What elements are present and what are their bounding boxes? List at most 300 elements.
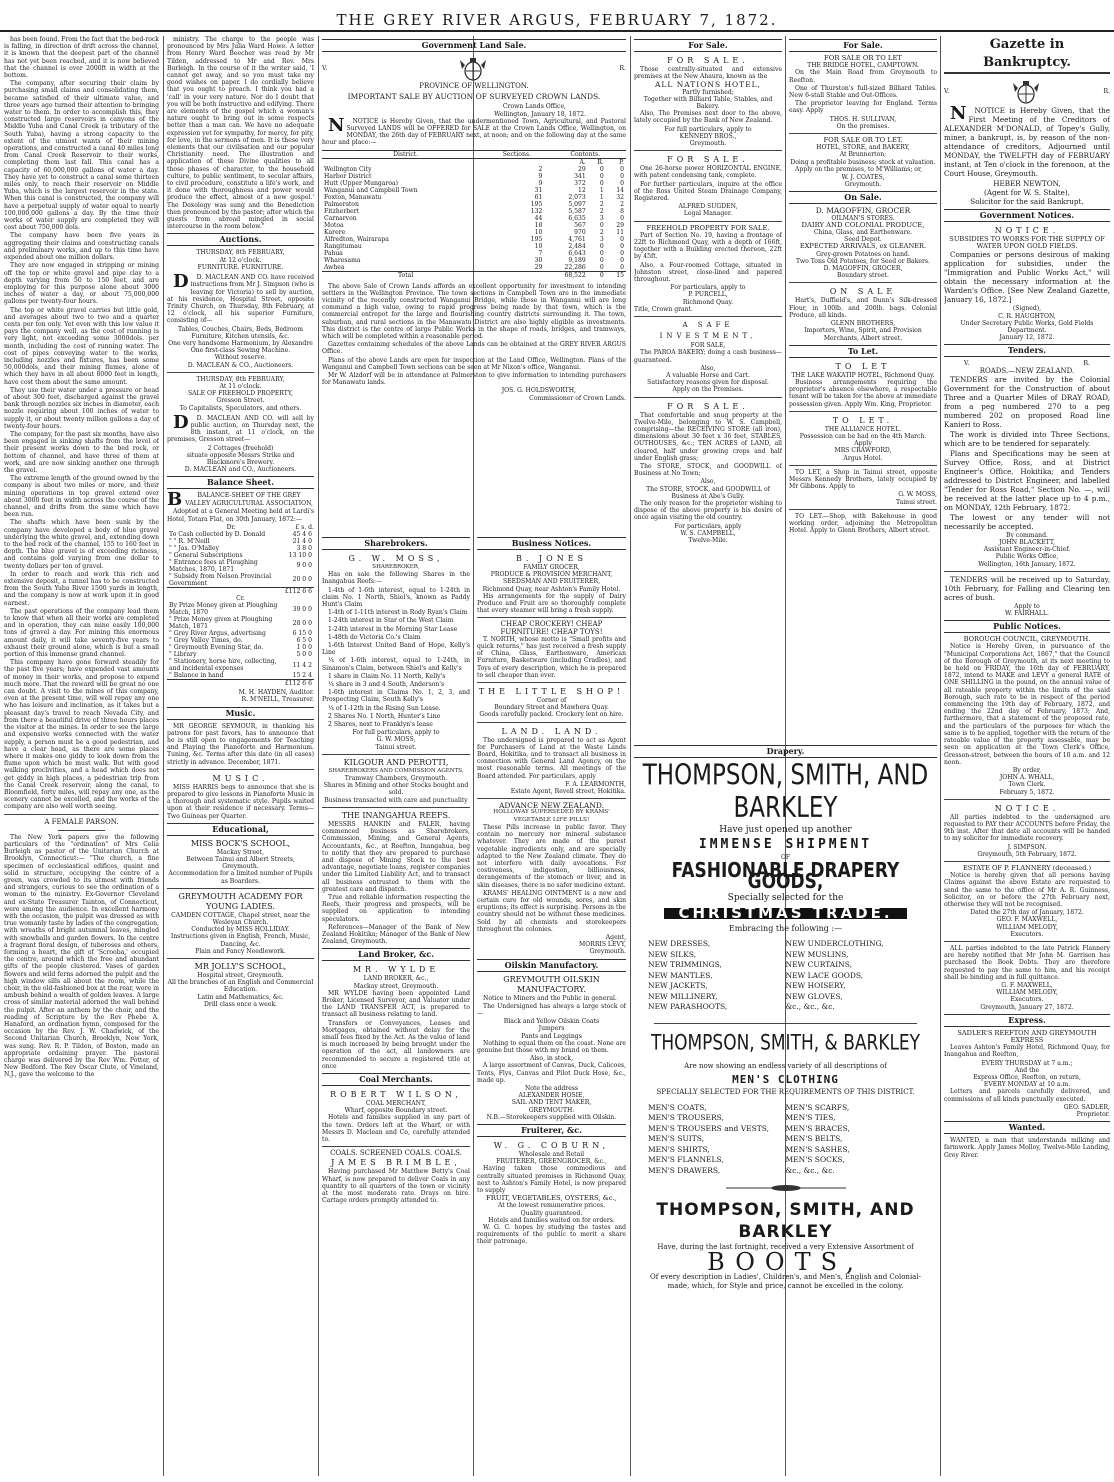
adv-sig-line: MORRIS LEVY, [579,941,626,949]
express-title: SADLER'S REEFTON AND GREYMOUTH EXPRESS [957,1028,1097,1044]
section-heading-on-sale: On Sale. [789,191,937,204]
balance-amount: 13 10 0 [288,551,312,559]
c6-s2-title: FOR SALE OR TO LET. [823,136,903,145]
number-cell: 970 [574,228,586,236]
balance-amount: 3 8 0 [296,544,312,552]
moss-sub: SHAREBROKER, [372,564,420,570]
balance-item: By Prize Money given at Ploughing Match, 1870 [169,602,278,617]
balance-item: To Cash collected by D. Donald [169,530,266,538]
oilskin-item: Black and Yellow Oilskin Coats [503,1018,600,1026]
roads-sig-line: JOHN BLACKETT, [999,539,1055,547]
land-row [322,271,626,279]
auction-item: Without reserve. [214,354,267,362]
section-heading-gov-notices: Government Notices. [944,209,1110,222]
paragraph: The above Sale of Crown Lands affords an excellent opportunity for investment to intending settlers in the Wellington Province. The town sections in Campbell Town are in the immediate vicinity of the recently constructed Wanganui Bridge, while those in Wanganui will are long command a high value, owing to rapid progress being made by that town, which is the commercial entrepot for the large and flourishing country districts surrounding it. The town, suburban, and rural sections in the Manawatu District are also highly eligible as investments. This district is the centre of large Public Works in the shape of roads, bridges, and tramways, which will be completed within a reasonable period. [322,282,626,341]
crest-r: R. [619,65,626,73]
school-line: Instructions given in English, French, Music, Dancing, &c. [170,933,311,948]
drapery-item: NEW MANTLES, [648,970,713,980]
express-body: Leaves Ashton's Family Hotel, Richmond Quay, for Inangahua and Reefton, [944,1044,1110,1059]
wilson-body: Hotels and families supplied in any part of the town. Orders left at the Wharf, or with Messrs D. Maclean and Co, carefully attended to. [322,1114,470,1143]
tl3-sig-line: G. W. MOSS, [898,491,937,499]
auction-item: One first-class Sewing Machine. [190,347,291,355]
divider [634,397,782,398]
parson-heading: A FEMALE PARSON. [44,817,119,826]
divider [477,682,626,683]
moss-footer [322,729,470,751]
s4-lines [634,365,782,394]
drapery-item: NEW CURTAINS, [785,960,852,969]
roads-body: TENDERS are invited by the Colonial Government for the Construction of about Three and a Quarter Miles of DRAY ROAD, from a peg numbered 270 to a peg numbered 202 on proposed Road line Kanieri to Ross. [944,374,1110,429]
drapery-ad [634,742,937,1478]
divider [58,830,105,831]
column-rule [163,36,164,1476]
oilskin-body-5: A large assortment of Canvas, Duck, Calicoes, Tents, Flys, Canvas and Pilot Duck Hose, &c., made up. [477,1062,626,1084]
balance-row [167,637,314,644]
share-item: ¼ of 1-12th in the Rising Sun Lease. [328,704,441,712]
sale-line: Apply on the Premises. [672,386,744,394]
royal-crest-icon [1009,80,1043,104]
auction-item: 2 Cottages (freehold) [207,444,274,452]
express-body-3: Letters and parcels carefully delivered, and commissions of all kinds punctually executed. [944,1088,1110,1103]
tsb-title-1: THOMPSON, SMITH, AND BARKLEY [642,759,929,825]
s2-title: FOR SALE. [667,155,749,165]
gn-sig-line: (Signed), [1012,305,1042,313]
inangahua-body-2: True and reliable information respecting the Reefs, their progress and prospects, will be supplied on application to intending speculators. [322,893,470,923]
magoffin-sig-line: Boundary street. [837,272,889,280]
bk-sig-line: Solicitor for the said Bankrupt. [970,197,1084,206]
debit-table [167,531,314,595]
little-shop-details [477,697,626,719]
drapery-item: NEW JACKETS, [648,981,708,990]
drapery-item: NEW UNDERCLOTHING, [785,939,884,948]
all-sig-line: WILLIAM MELODY, [996,989,1058,997]
divider [789,509,937,510]
express-line-3: EVERY MONDAY at 10 a.m. [983,1081,1071,1089]
auction-line: THURSDAY, 8th FEBRUARY, [196,249,285,257]
number-cell: 32 [616,193,624,201]
divider [634,150,782,151]
number-cell: 0 [620,172,624,180]
masthead: THE GREY RIVER ARGUS, FEBRUARY 7, 1872. [0,0,1114,32]
number-cell: 10 [534,228,543,236]
school-line: Conducted by MISS HOLLIDAY. [191,926,290,934]
number-cell: 0 [620,235,624,243]
s5-lines [634,478,782,500]
balance-item: " Entrance fees at Ploughing Matches, 1870, 1871 [169,558,258,573]
jones-line: PRODUCE & PROVISION MERCHANT, [490,571,613,579]
number-cell: 2,484 [568,242,586,250]
auction-item: One very handsome Harmonium, by Alexandre [168,339,313,347]
number-cell: 5,097 [568,200,586,208]
kilgour-details [322,775,470,804]
sale-line: Also, [700,364,716,372]
sale-line: Partly furnished; [682,88,734,96]
tl1-body: Business arrangements requiring the proprietor's absence elsewhere, a respectable tenant will be taken for the above at immediate possession given. Apply Wm. King, Proprietor. [789,378,937,408]
balance-item [167,587,283,595]
district-cell: Hutt (Upper Mungaroa) [324,179,399,187]
school-line: CAMDEN COTTAGE, Chapel street, near the Wesleyan Church. [171,911,310,927]
paragraph: Gazettes containing schedules of the above Lands can be obtained at the GREY RIVER ARGUS Office. [322,341,626,356]
balance-row [167,538,314,545]
district-cell: Alfredton, Wairarapa [324,235,389,243]
jones-sub [477,564,626,593]
mining-article [4,36,159,811]
magoffin-line: China, Glass, and Earthenware. [813,229,913,237]
mens-item: MEN'S SASHES, [785,1144,850,1154]
sale-foot-line: For particulars, apply [674,522,742,530]
share-item: 1-24th interest in the Morning Star Lease [328,625,458,633]
wanted-body: WANTED, a man that understands milking and farmwork. Apply James Molloy, Twelve-Mile Landing, Grey River. [944,1137,1110,1159]
district-cell: Carnarvon [324,214,357,222]
oilskin-body-2: The Undersigned has always a large stock of— [477,1002,626,1017]
s2-body-2: For further particulars, inquire at the office of the Ross United Steam Drainage Company, Registered. [634,180,782,203]
number-cell: 1 [599,186,604,194]
magoffin-line: Seed Depot. [844,236,882,244]
share-item: 2 Shares, next to Franklyn's lease [328,721,433,729]
district-cell: Motoa [324,221,344,229]
school-line: Latin and Mathematics, &c. [197,993,284,1001]
auction-item: Tables, Couches, Chairs, Beds, Bedroom Furniture, Kitchen utensils, &c. [178,325,303,340]
specially-selected: SPECIALLY SELECTED FOR THE REQUIREMENTS OF THIS DISTRICT. [656,1087,915,1096]
number-cell: 2 [620,200,624,208]
coburn-goods: FRUIT, VEGETABLES, OYSTERS, &c., [486,1194,617,1203]
auction-1-body: D D. MACLEAN AND CO. have received instructions from Mr J. Simpson (who is leaving for Victoria) to sell by auction, at his residence, Hospital Street, opposite Trinity Church, on Thursday, 8th February, at 12 o'clock, all his superior Furniture, consisting of— [167,271,314,325]
unit-label: P. [619,158,624,166]
advance-sig [477,934,626,956]
divider [477,798,626,799]
mens-item: MEN'S SOCKS, [785,1155,845,1164]
s1-title: FOR SALE. [667,56,749,65]
c6-s2-sub: HOTEL, STORE, and BAKERY, [816,144,910,152]
auditor: M. H. HAYDEN, Auditor. [238,689,314,697]
n2-body: All parties indebted to the undersigned are requested to PAY their ACCOUNTS before Friday, the 9th inst. After that date all accounts will be handed to my solicitor for immediate recovery. [944,813,1110,843]
bankruptcy-body: N NOTICE is Hereby Given, that the First Meeting of the Creditors of ALEXANDER M'DONALD, of Topey's Gully, miner, a bankrupt, is, by reason of the non-attendance of creditors, Adjourned until MONDAY, the TWELFTH day of FEBRUARY instant, at Ten o'clock in the forenoon, at the Court House, Greymouth. [944,103,1110,178]
drapery-item: NEW PARASHOOTS, [648,1002,728,1011]
divider [654,1023,917,1024]
gn-sub: SUBSIDIES TO WORKS FOR THE SUPPLY OF WATER UPON GOLD FIELDS. [949,235,1105,251]
bor-sig-line: JOHN A. WHALL, [999,774,1055,782]
gazette-bankruptcy-heading: Gazette in Bankruptcy. [944,36,1110,74]
share-item: 1-48th do Victoria Co.'s Claim [328,633,421,641]
land-title: LAND. LAND. [501,726,602,736]
sale-foot-line: For full particulars, apply to [664,125,752,133]
paragraph: The shafts which have been sunk by the company have developed a body of blue gravel underlying the white gravel, and, extending down to the bed rock of the channel, 155 to 160 feet in depth. The blue gravel is of exceeding richness, and contains gold varying from one dollar to twenty dollars per ton of gravel. [4,519,159,570]
academy-title: GREYMOUTH ACADEMY FOR YOUNG LADIES. [178,891,303,911]
fashionable-goods: FASHIONABLE DRAPERY GOODS, [671,859,900,894]
divider [167,769,314,770]
paragraph: The top or white gravel carries but little gold, and averages about two to two and a quarter cents per ton only. Yet even with this low value it pays the company well, as the cost of running is very light, not exceeding some 3000dols. per month, including the cost of running water. The cost of pipes conveying water to the works, including nozzles and fixtures, has been some 50,000dols, and their mining flumes, alone of which they have in all about 8000 feet in length, have cost them about the same amount. [4,306,159,386]
section-heading-coal: Coal Merchants. [322,1073,470,1086]
section-heading-fruiterer: Fruiterer, &c. [477,1124,626,1137]
mens-item: MEN'S SHIRTS, [648,1144,710,1154]
land-sale-title: IMPORTANT SALE BY AUCTION OF SURVEYED CROWN LANDS. [347,92,601,102]
est-sig-line: GEO. F. MAXWELL, [996,916,1058,924]
holdsworth-sig: JOS. G. HOLDSWORTH, [501,387,576,395]
divider [4,814,159,815]
land-row [322,243,626,250]
all-parties-sig [944,982,1110,1011]
number-cell: 0 [620,214,624,222]
land-row [322,250,626,257]
tsb-title-3: THOMPSON, SMITH, AND BARKLEY [656,1200,915,1242]
section-heading-music: Music. [167,707,314,720]
number-cell: 0 [599,179,604,187]
balance-row [167,573,314,588]
oilskin-body: Notice to Miners and the Public in general. [483,994,617,1002]
school-line: All the branches of an English and Commercial Education. [167,979,314,994]
oilskin-sig [477,1092,626,1121]
paragraph: The company, after securing their claim by purchasing small claims and consolidating them, became satisfied of their ultimate value, and three years ago turned their attention to bringing water to them. In order to accomplish this, they constructed large reservoirs in canyons of the Middle Yuba and Canal Creek (a tributary of the South Yuba), having a strong capacity to the extent of the utmost wants of their mining operations, and constructed a canal 40 miles long from Canal Creek Reservoir to their works, completing them last fall. This canal has a capacity of 60,000,000 gallons of water a day. They have yet to construct a canal some thirteen miles only, to reach their reservoir on Middle Yuba, which is the largest reservoir in the state. When this canal is constructed, the company will have a perpetual supply of water equal to nearly 100,000,000 gallons a day. By the time their works of water supply are completed they will cost about 750,000 dols. [4,80,159,232]
number-cell: 8 [620,207,624,215]
credit-label: Cr. [236,594,245,602]
holdsworth-title: Commissioner of Crown Lands. [529,394,626,402]
brimble-title: COALS. SCREENED COALS. COALS. [330,1149,462,1158]
sale-line: Doing a profitable business; stock at valuation. [790,158,936,166]
boots: BOOTS, [707,1248,864,1276]
divider [944,861,1110,862]
number-cell: 9 [538,172,543,180]
sale-foot-line: KENNEDY BROS., [679,132,737,140]
wylde-sub: LAND BROKER, &c., [363,975,429,983]
parson-article [4,834,159,1079]
balance-item: " Library [169,651,197,659]
c6-s1-sig [789,116,937,130]
paragraph: The company have been five years in aggregating their claims and constructing canals and preliminary works, and up to this time have expended about one million dollars. [4,232,159,262]
balance-amount: 9 0 0 [296,562,312,570]
sale-foot-line: Richmond Quay. [682,298,734,306]
balance-item: " Grey Valley Times, do. [169,637,243,645]
number-cell: 68,522 [544,271,587,279]
exp-sig-line: Proprietor. [1076,1111,1110,1119]
bk-sig-line: (Agent for W. S. Stalte), [984,188,1070,197]
balance-amount: 5 0 0 [296,651,312,659]
divider [789,133,937,134]
fair-sig-line: W. FAIRHALL. [1005,610,1049,618]
wylde-addr: Mackay street, Greymouth. [353,982,439,990]
moss-intro: Has on sale the following Shares in the Inangahua Reefs:— [322,571,470,586]
balance-row [167,531,314,538]
auction-line: FURNITURE. FURNITURE. [197,263,284,271]
tl2-title: TO LET. [832,415,894,425]
fruit-line: At the lowest remunerative prices. [497,1202,606,1210]
of-line: OF [780,854,791,861]
column-5 [634,36,782,736]
column-header: Contents. [544,150,626,158]
auction-item: situate opposite Messrs Strike and Blackmore's Brewery. [186,451,295,466]
school-line: Drill class once a week. [204,1000,277,1008]
auction-line: THURSDAY, 8th FEBRUARY, [196,375,285,383]
number-cell: 0 [620,179,624,187]
magoffin-sub-2: DAIRY AND COLONIAL PRODUCE, [801,220,925,229]
parson-article-cont: ministry. The charge to the people was pronounced by Mrs Julia Ward Howe. A letter from Henry Ward Beecher was read by Mr Tilden, addressed to Mr and Rev. Mrs Burleigh. In the course of it the writer said, 'I cannot get away, and so you must take my good wishes on paper. I do cordially believe that you ought to preach. I think you had a 'call' in your very nature. Nor do I doubt that you will be both instructive and edifying. There are elements of the gospel which a woman's nature ought to bring out in some respects better than a man can. We have no adequate expression yet for sympathy, for mercy, for pity, for love, in the sermons of men. It is these very elements that our civilisation and our popular Christianity need. The illustration and application of these Divine qualities to all those phases of character, to the household culture, to public sentiment, to secular affairs, to civil procedure, constitute a life's work, and it done with thoroughness and power would produce the effect, almost of a new gospel.' The Doxology was sung and the Benediction then pronounced by the pastor; after which the guests from abroad mingled in social intercourse in the room below." [167,36,314,231]
adv-sig-line: Greymouth. [589,948,626,956]
balance-amount: 1 0 0 [296,644,312,652]
number-cell: 9,189 [568,256,586,264]
c6-s2-lines [789,151,937,165]
opened-line: Have just opened up another [719,825,852,835]
tl3-body: TO LET, a Shop in Tainui street, opposite Messrs Kennedy Brothers, lately occupied by Mr Gibbons. Apply to [789,468,937,491]
balance-row [167,680,314,688]
roads-sig-line: By command. [1006,531,1048,539]
number-cell: 0 [599,256,604,264]
s2-body: One 26-horse power HORIZONTAL ENGINE, with patent condensing tank, complete. [634,165,782,180]
drapery-item: NEW MUSLINS, [785,949,849,959]
wilson-addr: Wharf, opposite Boundary street. [344,1107,448,1115]
sale-line: Satisfactory reasons given for disposal. [647,379,769,387]
number-cell: 0 [588,271,606,279]
jones-line: Richmond Quay, near Ashton's Family Hotel. [482,585,621,593]
balance-row [167,587,314,595]
number-cell: 0 [599,263,604,271]
divider [634,316,782,317]
oilskin-item: Pants and Leggings [521,1032,582,1040]
land-table [322,150,626,279]
glenn-sig-line: GLENN BROTHERS, [830,320,896,328]
column-header: Sections. [489,150,544,158]
number-cell: 1 [599,193,604,201]
tl4-body: TO LET.—Shop, with Bakehouse in good working order, adjoining the Metropolitan Hotel. Apply to Glenn Brothers, Albert street. [789,512,937,535]
c6-s1-title: FOR SALE OR TO LET [824,54,902,62]
paragraph: Plans of the above Lands are open for inspection at the Land Office, Wellington. Plans of the Wanganui and Campbell Town sections can be seen at Mr Nixon's office, Wanganui. [322,356,626,371]
drapery-item: NEW GLOVES, [785,991,843,1001]
divider [944,941,1110,942]
cheap-body: T. NORTH, whose motto is "Small profits and quick returns," has just received a fresh supply of China, Glass, Earthenware, American Furniture, Basketware (including Cradles), and Toys of every description, which he is prepared to sell cheaper than ever. [477,635,626,679]
drapery-item: NEW SILKS, [648,949,697,959]
sale-sig-line: THOS. H. SULLIVAN, [829,115,897,123]
unit-label [489,158,544,166]
school-line: Accommodation for a limited number of Pupils as Boarders. [168,870,313,885]
s3-title: FREEHOLD PROPERTY FOR SALE. [646,223,770,232]
oilskin-body-3: Nothing to equal them on the coast. None are genuine but those with my brand on them. [477,1039,626,1054]
jolly-school-title: MR JOLLY'S SCHOOL, [194,962,287,972]
district-cell: Palmerston [324,200,359,208]
school-line: Greymouth. [222,863,259,871]
land-sale-body [322,283,626,387]
s5-title: FOR SALE. [667,401,749,411]
divider [944,799,1110,800]
school-line: Hospital street, Greymouth. [197,972,284,980]
drapery-item: NEW TRIMMINGS, [648,960,722,969]
magoffin-sig-line: D. MAGOFFIN, GROCER, [823,265,903,273]
little-shop-title: THE LITTLE SHOP! [478,687,625,697]
share-item: ¼ share in 3 and 4 South, Anderson's [328,681,445,689]
fairhall-body: TENDERS will be received up to Saturday, 10th February, for Falling and Clearing ten acres of bush. [944,574,1110,602]
express-line-1: EVERY THURSDAY at 7 a.m.; [981,1059,1073,1067]
balance-item: " Prize Money given at Ploughing Match, 1871 [169,616,273,631]
section-heading-express: Express. [944,1014,1110,1027]
glenn-body: Hart's, Duffield's, and Dunn's Silk-dressed Flour, in 100lb. and 200lb. bags. Colonial Produce, all kinds. [789,297,937,319]
jones-title: B. JONES [515,554,588,563]
district-cell: Fitzherbert [324,207,360,215]
debit-label: Dr. [226,523,236,531]
jones-line: SEEDSMAN AND FRUITERER, [502,578,601,586]
mens-item: &c., &c., &c. [785,1165,835,1175]
lsd-label: £ s. d. [295,523,314,531]
number-cell: 29 [578,165,586,173]
divider [477,722,626,723]
district-cell: Wanganui and Campbell Town [324,186,418,194]
s5-body-2: The STORE, STOCK, and GOODWILL of Business at No Town; [634,462,782,478]
section-heading-land-sale: Government Land Sale. [322,39,626,52]
number-cell: 15 [606,271,626,279]
borough-title: BOROUGH COUNCIL, GREYMOUTH. [963,635,1091,644]
number-cell [489,271,544,279]
bor-sig-line: By order, [1012,766,1042,774]
number-cell: 195 [530,200,543,208]
mens-goods-list [634,1103,937,1177]
divider [167,888,314,889]
balance-row [167,672,314,680]
advance-title: ADVANCE NEW ZEALAND. [498,801,605,811]
harris-notice: MISS HARRIS begs to announce that she is prepared to give lessons in Pianoforte Music in a thorough and systematic style. Pupils waited upon at their residence if necessary. Terms—Two Guineas per Quarter. [167,783,314,820]
oil-sig-line: GREYMOUTH. [528,1106,575,1114]
gn-sig-line: C. R. HAUGHTON, [998,312,1056,320]
advance-sub: HOLLOWAY SUPERSEDED BY KRAMS' VEGETABLE LIFE PILLS! [493,809,610,823]
balance-sheet-title: B BALANCE-SHEET OF THE GREY VALLEY AGRICULTURAL ASSOCIATION, [167,489,313,511]
province: PROVINCE OF WELLINGTON. [419,82,529,90]
balance-amount: 39 0 0 [292,605,312,613]
balance-item [167,680,283,688]
number-cell: 0 [599,221,604,229]
balance-item: " Subsidy from Nelson Provincial Government [169,572,272,587]
sale-sig-line: Greymouth. [844,181,882,189]
mens-item: MEN'S COATS, [648,1102,707,1112]
moss-foot-line: Tainui street. [375,743,417,751]
balance-row [167,644,314,651]
showing-line: Are now showing an endless variety of all descriptions of [684,1061,887,1070]
brimble-body: Having purchased Mr Matthew Betty's Coal Wharf, is now prepared to deliver Coals in any quantity to all quarters of the town or vicinity at the most moderate rate. Drays on hire. Cartage orders promptly attended to. [322,1168,470,1205]
moss-foot-line: For full particulars, apply to [352,729,440,737]
academy-details [167,912,314,955]
royal-crest-icon [456,57,490,81]
mens-item: MEN'S BELTS, [785,1134,843,1143]
c6-s1-body: On the Main Road from Greymouth to Reefton. [789,69,937,84]
column-rule [630,36,631,1476]
learmonth-sig: F. A. LEARMONTH, [565,780,626,788]
sale-line: Together with Billiard Table, Stables, and Bakery. [643,95,773,111]
s1-foot [634,126,782,148]
paragraph: This company have gone forward steadily for the past five years; have expended vast amounts of money in their works, and propose to expend much more. That the reward will be great no one can doubt. A visit to the mines of this company, even at the present time, will well repay any one who has leisure and inclination, as it takes but a pleasant day's travel to reach Nevada City, and from there a beautiful drive of three hours places the visitor at the mines. In order to see the large and expensive works connected with the water supply, a person must be a good pedestrian, and have a clear head, as there are some places where it makes one giddy to look down from the flume upon which he must walk. But with good walking proclivities, and a head which does not get giddy in high places, a pedestrian trip from the Canal Creek reservoir, along the canal, to Bloomfield, forty miles, will repay any one, as the scenery cannot be excelled, and the works of the company are also well worth seeing. [4,659,159,811]
district-cell: Awhea [324,263,345,271]
est-sig-line: Dated the 27th day of January, 1872. [970,909,1084,917]
credit-table [167,602,314,687]
balance-amount: £112 6 6 [284,680,312,688]
sale-foot-line: For particulars, apply to [670,284,746,292]
column-rule [318,36,319,1476]
kilgour-line: Business transacted with care and punctuality [324,796,468,804]
land-row [322,208,626,215]
auction-item: D. MACLEAN & CO., Auctioneers. [187,361,294,369]
number-cell: 0 [620,249,624,257]
mens-item: MEN'S SCARFS, [785,1102,850,1112]
land-body: The undersigned is prepared to act as Agent for Purchasers of Land at the Waste Lands Board, Hokitika, and to transact all business in connection with General Land Agency, on the most reasonable terms. All meetings of the Board attended. For particulars, apply [477,736,626,780]
estate-body: Notice is hereby given that all persons having Claims against the above Estate are requested to send the same to the office of Mr A. R. Guinness, Solicitor, on or before the 27th February next, otherwise they will not be recognised. [944,872,1110,908]
oil-sig-line: SAIL AND TENT MAKER, [511,1099,592,1107]
mens-item: MEN'S BRACES, [785,1123,850,1133]
number-cell: 11 [616,228,624,236]
moss-shares-list [322,587,470,729]
sale-sig-line: ALFRED SUGDEN, [678,203,738,211]
kilgour-line: Shares in Mining and other Stocks bought and sold. [323,782,469,797]
roads-title: ROADS.—NEW ZEALAND. [979,366,1075,375]
paragraph: The extreme length of the ground owned by the company is about two miles or more, and their mining operations in top gravel extend over about 3000 feet in width across the course of the channel, and drifts from the same which have been run. [4,475,159,519]
office-line-1: Crown Lands Office, [502,103,566,111]
borough-body: Notice is Hereby Given, in pursuance of the "Municipal Corporations Act, 1867," that the Council of the Borough of Greymouth, at its next meeting to be held on FRIDAY, the 16th day of FEBRUARY, 1872, intend to MAKE and LEVY a general RATE of ONE SHILLING in the pound, on the annual value of all rateable property within the limits of the said Borough, such rate to be in respect of the period commencing the 19th day of February, 1872, and ending the 22nd day of February, 1873; And, furthermore, that a statement of the proposed rate, and the particulars of the purposes for which the same is to be applied, together with the return of the rateable value of the property assessable, may be seen on application at the Town Clerk's Office, Gresson-street, between the hours of 10 a.m. and 12 noon. [944,643,1110,766]
glenn-title: ON SALE [829,287,897,297]
section-heading-sharebrokers: Sharebrokers. [322,537,470,550]
section-heading-land-broker: Land Broker, &c. [322,948,470,961]
coburn-foot: W. G. C. hopes by studying the tastes and requirements of the public to merit a share their patronage. [477,1224,626,1246]
